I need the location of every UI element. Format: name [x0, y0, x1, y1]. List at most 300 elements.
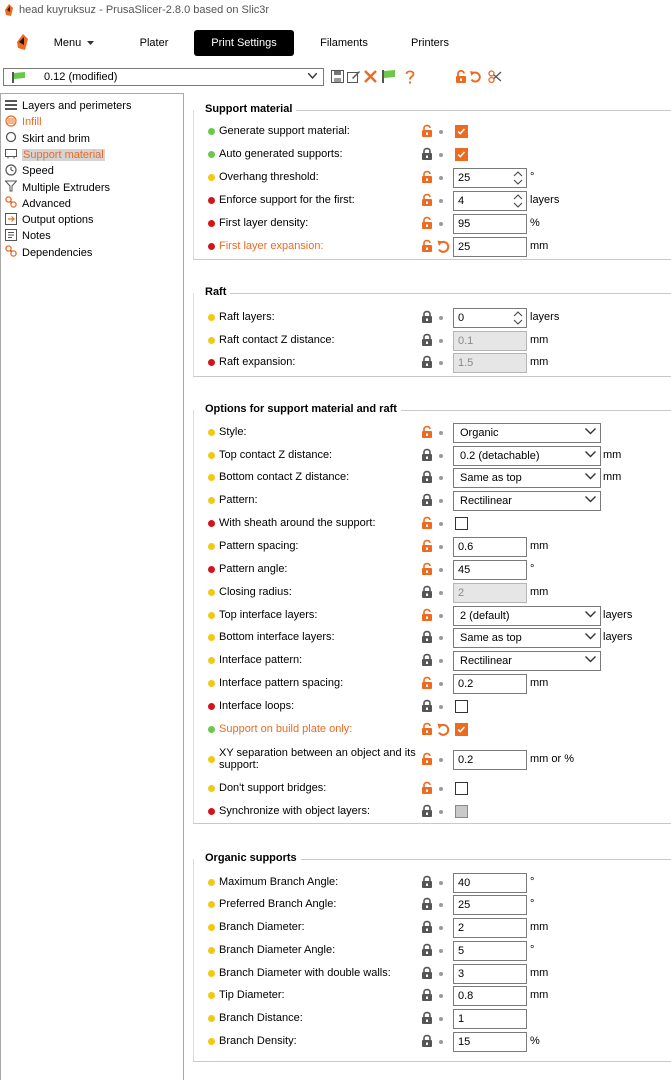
sidebar-item-speed[interactable]	[5, 163, 54, 179]
output-icon	[5, 213, 22, 228]
mode-dot-yellow	[208, 174, 215, 181]
section-divider	[193, 376, 671, 377]
sidebar-item-output-options[interactable]	[5, 212, 94, 228]
setting-row-first-layer-expansion	[185, 237, 671, 257]
bullet-icon	[439, 568, 443, 572]
menu-label: Menu	[53, 37, 82, 49]
bullet-icon	[439, 614, 443, 618]
lock-icon[interactable]	[420, 470, 434, 484]
chevron-down-icon	[585, 633, 596, 640]
dropdown-value: 0.2 (detachable)	[460, 450, 540, 462]
mode-dot-yellow	[208, 429, 215, 436]
setting-checkbox[interactable]	[455, 125, 468, 138]
mode-dot-yellow	[208, 612, 215, 619]
setting-checkbox[interactable]	[455, 723, 468, 736]
unlock-icon[interactable]	[420, 781, 434, 795]
bullet-icon	[439, 431, 443, 435]
wrench-icon	[5, 245, 22, 260]
sidebar-item-label: Advanced	[22, 197, 71, 210]
setting-row-preferred-branch-angle	[185, 895, 671, 915]
input-value: 2	[458, 922, 465, 934]
input-value: 0.1	[458, 335, 474, 347]
setting-row-overhang-threshold	[185, 168, 671, 188]
mode-dot-yellow	[208, 1038, 215, 1045]
sidebar-item-dependencies[interactable]	[5, 245, 92, 261]
mode-dot-yellow	[208, 680, 215, 687]
setting-row-tip-diameter	[185, 986, 671, 1006]
unit-label: layers	[603, 609, 633, 621]
undo-icon[interactable]	[469, 70, 481, 83]
setting-input[interactable]	[453, 941, 527, 961]
unlock-icon[interactable]	[420, 608, 434, 622]
preset-select[interactable]	[3, 68, 324, 86]
lock-icon[interactable]	[420, 966, 434, 980]
flag-icon[interactable]	[382, 70, 396, 83]
sidebar-item-label: Dependencies	[22, 246, 93, 259]
input-value: 2	[458, 587, 465, 599]
setting-dropdown[interactable]	[453, 628, 601, 648]
setting-label: Preferred Branch Angle:	[219, 898, 337, 910]
setting-input[interactable]	[453, 583, 527, 603]
input-value: 0	[458, 312, 465, 324]
bullet-icon	[439, 705, 443, 709]
flag-icon	[12, 72, 26, 83]
setting-row-interface-pattern-spacing	[185, 674, 671, 694]
setting-row-top-interface-layers	[185, 606, 671, 626]
mode-dot-yellow	[208, 785, 215, 792]
setting-label: Interface loops:	[219, 700, 295, 712]
unit-label: %	[530, 217, 540, 229]
unit-label: mm	[530, 240, 549, 252]
lock-icon[interactable]	[420, 875, 434, 889]
setting-input[interactable]	[453, 674, 527, 694]
setting-row-branch-diameter-angle	[185, 941, 671, 961]
input-value: 0.2	[458, 754, 474, 766]
setting-row-pattern-angle	[185, 560, 671, 580]
setting-input[interactable]	[453, 560, 527, 580]
layers-icon	[5, 99, 22, 114]
lock-icon[interactable]	[420, 804, 434, 818]
mode-dot-yellow	[208, 947, 215, 954]
setting-row-branch-density	[185, 1032, 671, 1052]
tab-label: Filaments	[320, 37, 368, 49]
rename-icon[interactable]	[347, 70, 360, 83]
sidebar-item-label: Output options	[22, 214, 94, 227]
unit-label: mm	[530, 586, 549, 598]
setting-input[interactable]	[453, 895, 527, 915]
unit-label: mm	[603, 449, 622, 461]
unit-label: layers	[603, 631, 633, 643]
mode-dot-yellow	[208, 314, 215, 321]
mode-dot-red	[208, 808, 215, 815]
lock-icon[interactable]	[420, 1011, 434, 1025]
speed-icon	[5, 164, 22, 179]
unit-label: mm	[530, 356, 549, 368]
section-title-raft: Raft	[205, 286, 230, 298]
undo-icon[interactable]	[436, 722, 450, 736]
setting-label: XY separation between an object and its support:	[219, 747, 416, 771]
mode-dot-yellow	[208, 1015, 215, 1022]
input-value: 45	[458, 564, 471, 576]
dropdown-value: Same as top	[460, 472, 522, 484]
unit-label: %	[530, 1035, 540, 1047]
unlock-icon[interactable]	[420, 124, 434, 138]
lock-icon[interactable]	[420, 147, 434, 161]
mode-dot-yellow	[208, 589, 215, 596]
mode-dot-yellow	[208, 970, 215, 977]
chevron-down-icon	[585, 428, 596, 435]
unlock-icon[interactable]	[420, 562, 434, 576]
bullet-icon	[439, 222, 443, 226]
bullet-icon	[439, 176, 443, 180]
bullet-icon	[439, 339, 443, 343]
wrench-icon	[5, 196, 22, 211]
chevron-down-icon	[585, 473, 596, 480]
input-value: 40	[458, 877, 471, 889]
setting-input[interactable]	[453, 986, 527, 1006]
setting-label: Generate support material:	[219, 125, 350, 137]
dropdown-value: 2 (default)	[460, 610, 510, 622]
sidebar-item-label: Speed	[22, 165, 54, 178]
input-value: 5	[458, 945, 465, 957]
unit-label: °	[530, 876, 535, 888]
save-icon[interactable]	[331, 70, 344, 83]
bullet-icon	[439, 199, 443, 203]
lock-icon[interactable]	[420, 897, 434, 911]
compare-icon[interactable]	[488, 70, 502, 83]
mode-dot-yellow	[208, 901, 215, 908]
window-title: head kuyruksuz - PrusaSlicer-2.8.0 based on Slic3r	[19, 4, 270, 16]
mode-dot-yellow	[208, 452, 215, 459]
setting-dropdown[interactable]	[453, 446, 601, 466]
setting-label: Raft layers:	[219, 311, 275, 323]
setting-label: Branch Density:	[219, 1035, 297, 1047]
bullet-icon	[439, 881, 443, 885]
setting-dropdown[interactable]	[453, 651, 601, 671]
bullet-icon	[439, 545, 443, 549]
input-value: 1	[458, 1013, 465, 1025]
chevron-down-icon	[585, 496, 596, 503]
setting-row-bottom-contact-z-distance	[185, 468, 671, 488]
setting-input[interactable]	[453, 191, 527, 211]
tab-print-settings[interactable]	[194, 30, 294, 56]
setting-label: Bottom contact Z distance:	[219, 471, 350, 483]
setting-input[interactable]	[453, 353, 527, 373]
unlock-icon[interactable]	[420, 516, 434, 530]
section-title-support: Support material	[205, 103, 296, 115]
lock-icon[interactable]	[420, 355, 434, 369]
settings-sidebar	[0, 93, 184, 1080]
bullet-icon	[439, 454, 443, 458]
unlock-icon[interactable]	[420, 239, 434, 253]
setting-label: First layer expansion:	[219, 240, 324, 252]
setting-checkbox[interactable]	[455, 700, 468, 713]
unlock-icon[interactable]	[420, 539, 434, 553]
sidebar-item-infill[interactable]	[5, 114, 42, 130]
setting-row-top-contact-z-distance	[185, 446, 671, 466]
unit-label: °	[530, 563, 535, 575]
bullet-icon	[439, 1040, 443, 1044]
setting-checkbox[interactable]	[455, 805, 468, 818]
bullet-icon	[439, 499, 443, 503]
sidebar-item-notes[interactable]	[5, 228, 51, 244]
setting-row-raft-layers	[185, 308, 671, 328]
lock-icon[interactable]	[420, 585, 434, 599]
bullet-icon	[439, 361, 443, 365]
setting-label: Pattern:	[219, 494, 258, 506]
bullet-icon	[439, 659, 443, 663]
sidebar-item-support-material[interactable]	[5, 147, 105, 163]
tab-label: Printers	[411, 37, 449, 49]
bullet-icon	[439, 787, 443, 791]
mode-dot-yellow	[208, 543, 215, 550]
sidebar-item-skirt-and-brim[interactable]	[5, 131, 90, 147]
unit-label: °	[530, 944, 535, 956]
lock-icon[interactable]	[420, 988, 434, 1002]
unit-label: mm	[530, 540, 549, 552]
notes-icon	[5, 229, 22, 244]
bullet-icon	[439, 636, 443, 640]
setting-row-interface-pattern	[185, 651, 671, 671]
unit-label: layers	[530, 194, 560, 206]
mode-dot-yellow	[208, 924, 215, 931]
unlock-icon[interactable]	[420, 425, 434, 439]
setting-label: With sheath around the support:	[219, 517, 376, 529]
mode-dot-red	[208, 566, 215, 573]
bullet-icon	[439, 758, 443, 762]
mode-dot-green	[208, 128, 215, 135]
lock-icon[interactable]	[420, 699, 434, 713]
setting-row-enforce-support-for-the-first	[185, 191, 671, 211]
menu-button[interactable]	[44, 30, 104, 56]
mode-dot-red	[208, 359, 215, 366]
setting-input[interactable]	[453, 918, 527, 938]
unit-label: mm or %	[530, 753, 574, 765]
setting-input[interactable]	[453, 750, 527, 770]
lock-icon[interactable]	[420, 943, 434, 957]
section-divider	[193, 823, 671, 824]
bullet-icon	[439, 476, 443, 480]
unit-label: °	[530, 171, 535, 183]
prusa-logo-icon	[16, 34, 30, 50]
input-value: 25	[458, 241, 471, 253]
dropdown-value: Organic	[460, 427, 499, 439]
section-divider	[193, 1061, 671, 1062]
setting-label: Raft expansion:	[219, 356, 296, 368]
mode-dot-yellow	[208, 497, 215, 504]
tab-printers[interactable]	[402, 30, 458, 56]
setting-label: Maximum Branch Angle:	[219, 876, 339, 888]
unlock-icon[interactable]	[420, 216, 434, 230]
setting-input[interactable]	[453, 873, 527, 893]
mode-dot-red	[208, 243, 215, 250]
mode-dot-yellow	[208, 756, 215, 763]
sidebar-item-label: Multiple Extruders	[22, 181, 111, 194]
unit-label: mm	[530, 334, 549, 346]
section-divider	[205, 293, 671, 294]
setting-row-synchronize-with-object-layers	[185, 802, 671, 822]
input-value: 0.2	[458, 678, 474, 690]
setting-row-branch-diameter	[185, 918, 671, 938]
chevron-down-icon	[308, 73, 317, 79]
setting-row-maximum-branch-angle	[185, 873, 671, 893]
setting-checkbox[interactable]	[455, 782, 468, 795]
setting-label: Branch Distance:	[219, 1012, 303, 1024]
setting-label: Branch Diameter:	[219, 921, 305, 933]
mode-dot-yellow	[208, 337, 215, 344]
bullet-icon	[439, 810, 443, 814]
mode-dot-yellow	[208, 474, 215, 481]
input-value: 25	[458, 172, 471, 184]
unlock-icon[interactable]	[420, 722, 434, 736]
bullet-icon	[439, 591, 443, 595]
help-icon[interactable]	[405, 70, 415, 84]
setting-label: Top contact Z distance:	[219, 449, 333, 461]
setting-label: Pattern spacing:	[219, 540, 299, 552]
tab-label: Plater	[139, 37, 169, 49]
chevron-down-icon	[585, 451, 596, 458]
unlock-icon[interactable]	[420, 193, 434, 207]
lock-icon[interactable]	[420, 448, 434, 462]
preset-value: 0.12 (modified)	[44, 71, 118, 83]
unit-label: mm	[530, 967, 549, 979]
chevron-down-icon	[585, 656, 596, 663]
sidebar-item-multiple-extruders[interactable]	[5, 180, 110, 196]
setting-checkbox[interactable]	[455, 517, 468, 530]
unlock-icon[interactable]	[420, 752, 434, 766]
setting-input[interactable]	[453, 1009, 527, 1029]
unit-label: mm	[530, 677, 549, 689]
sidebar-item-label: Skirt and brim	[22, 132, 90, 145]
bullet-icon	[439, 130, 443, 134]
setting-input[interactable]	[453, 237, 527, 257]
input-value: 0.8	[458, 990, 474, 1002]
setting-input[interactable]	[453, 168, 527, 188]
setting-row-branch-diameter-with-double-walls	[185, 964, 671, 984]
settings-content	[185, 93, 671, 1080]
setting-label: Enforce support for the first:	[219, 194, 355, 206]
setting-input[interactable]	[453, 214, 527, 234]
setting-label: Support on build plate only:	[219, 723, 353, 735]
chevron-down-icon	[87, 41, 94, 46]
unlock-icon[interactable]	[455, 70, 467, 83]
unit-label: mm	[530, 921, 549, 933]
unit-label: mm	[603, 471, 622, 483]
lock-icon[interactable]	[420, 653, 434, 667]
tab-filaments[interactable]	[312, 30, 376, 56]
mode-dot-yellow	[208, 992, 215, 999]
support-icon	[5, 147, 22, 162]
prusa-logo-icon	[4, 4, 15, 16]
delete-icon[interactable]	[364, 70, 377, 83]
input-value: 1.5	[458, 357, 474, 369]
bullet-icon	[439, 153, 443, 157]
lock-icon[interactable]	[420, 493, 434, 507]
setting-label: Interface pattern:	[219, 654, 303, 666]
skirt-icon	[5, 131, 22, 146]
lock-icon[interactable]	[420, 310, 434, 324]
setting-input[interactable]	[453, 964, 527, 984]
tab-plater[interactable]	[128, 30, 180, 56]
setting-label: Bottom interface layers:	[219, 631, 335, 643]
lock-icon[interactable]	[420, 920, 434, 934]
bullet-icon	[439, 949, 443, 953]
setting-checkbox[interactable]	[455, 148, 468, 161]
setting-label: Raft contact Z distance:	[219, 334, 335, 346]
lock-icon[interactable]	[420, 630, 434, 644]
dropdown-value: Same as top	[460, 632, 522, 644]
sidebar-item-label: Notes	[22, 230, 51, 243]
sidebar-item-advanced[interactable]	[5, 196, 71, 212]
preset-toolbar	[0, 66, 671, 88]
mode-dot-yellow	[208, 657, 215, 664]
mode-dot-red	[208, 703, 215, 710]
setting-dropdown[interactable]	[453, 606, 601, 626]
setting-row-pattern-spacing	[185, 537, 671, 557]
main-tab-bar	[0, 24, 671, 62]
sidebar-item-label: Layers and perimeters	[22, 100, 132, 112]
setting-input[interactable]	[453, 537, 527, 557]
mode-dot-green	[208, 726, 215, 733]
setting-row-interface-loops	[185, 697, 671, 717]
section-title-organic: Organic supports	[205, 852, 301, 864]
bullet-icon	[439, 994, 443, 998]
section-divider	[193, 259, 671, 260]
bullet-icon	[439, 972, 443, 976]
mode-dot-red	[208, 220, 215, 227]
setting-label: Synchronize with object layers:	[219, 805, 371, 817]
input-value: 95	[458, 218, 471, 230]
setting-row-bottom-interface-layers	[185, 628, 671, 648]
undo-icon[interactable]	[436, 239, 450, 253]
spin-arrows-icon[interactable]	[513, 171, 523, 185]
setting-label: Tip Diameter:	[219, 989, 285, 1001]
bullet-icon	[439, 903, 443, 907]
spin-arrows-icon[interactable]	[513, 311, 523, 325]
setting-label: Don't support bridges:	[219, 782, 327, 794]
unlock-icon[interactable]	[420, 676, 434, 690]
setting-dropdown[interactable]	[453, 423, 601, 443]
lock-icon[interactable]	[420, 1034, 434, 1048]
bullet-icon	[439, 682, 443, 686]
setting-input[interactable]	[453, 331, 527, 351]
input-value: 25	[458, 899, 471, 911]
setting-row-xy-separation-between-an-object-and-its-support	[185, 747, 671, 771]
sidebar-item-label: Infill	[22, 116, 42, 129]
setting-row-auto-generated-supports	[185, 145, 671, 165]
setting-label: Closing radius:	[219, 586, 292, 598]
setting-dropdown[interactable]	[453, 491, 601, 511]
setting-row-style	[185, 423, 671, 443]
spin-arrows-icon[interactable]	[513, 194, 523, 208]
unit-label: mm	[530, 989, 549, 1001]
setting-label: Auto generated supports:	[219, 148, 343, 160]
setting-row-support-on-build-plate-only	[185, 720, 671, 740]
unlock-icon[interactable]	[420, 170, 434, 184]
setting-dropdown[interactable]	[453, 468, 601, 488]
title-bar	[0, 0, 671, 20]
lock-icon[interactable]	[420, 333, 434, 347]
setting-input[interactable]	[453, 1032, 527, 1052]
input-value: 0.6	[458, 541, 474, 553]
setting-row-branch-distance	[185, 1009, 671, 1029]
setting-row-closing-radius	[185, 583, 671, 603]
setting-label: Overhang threshold:	[219, 171, 319, 183]
setting-input[interactable]	[453, 308, 527, 328]
sidebar-item-layers-and-perimeters[interactable]	[5, 98, 131, 114]
input-value: 15	[458, 1036, 471, 1048]
unit-label: layers	[530, 311, 560, 323]
